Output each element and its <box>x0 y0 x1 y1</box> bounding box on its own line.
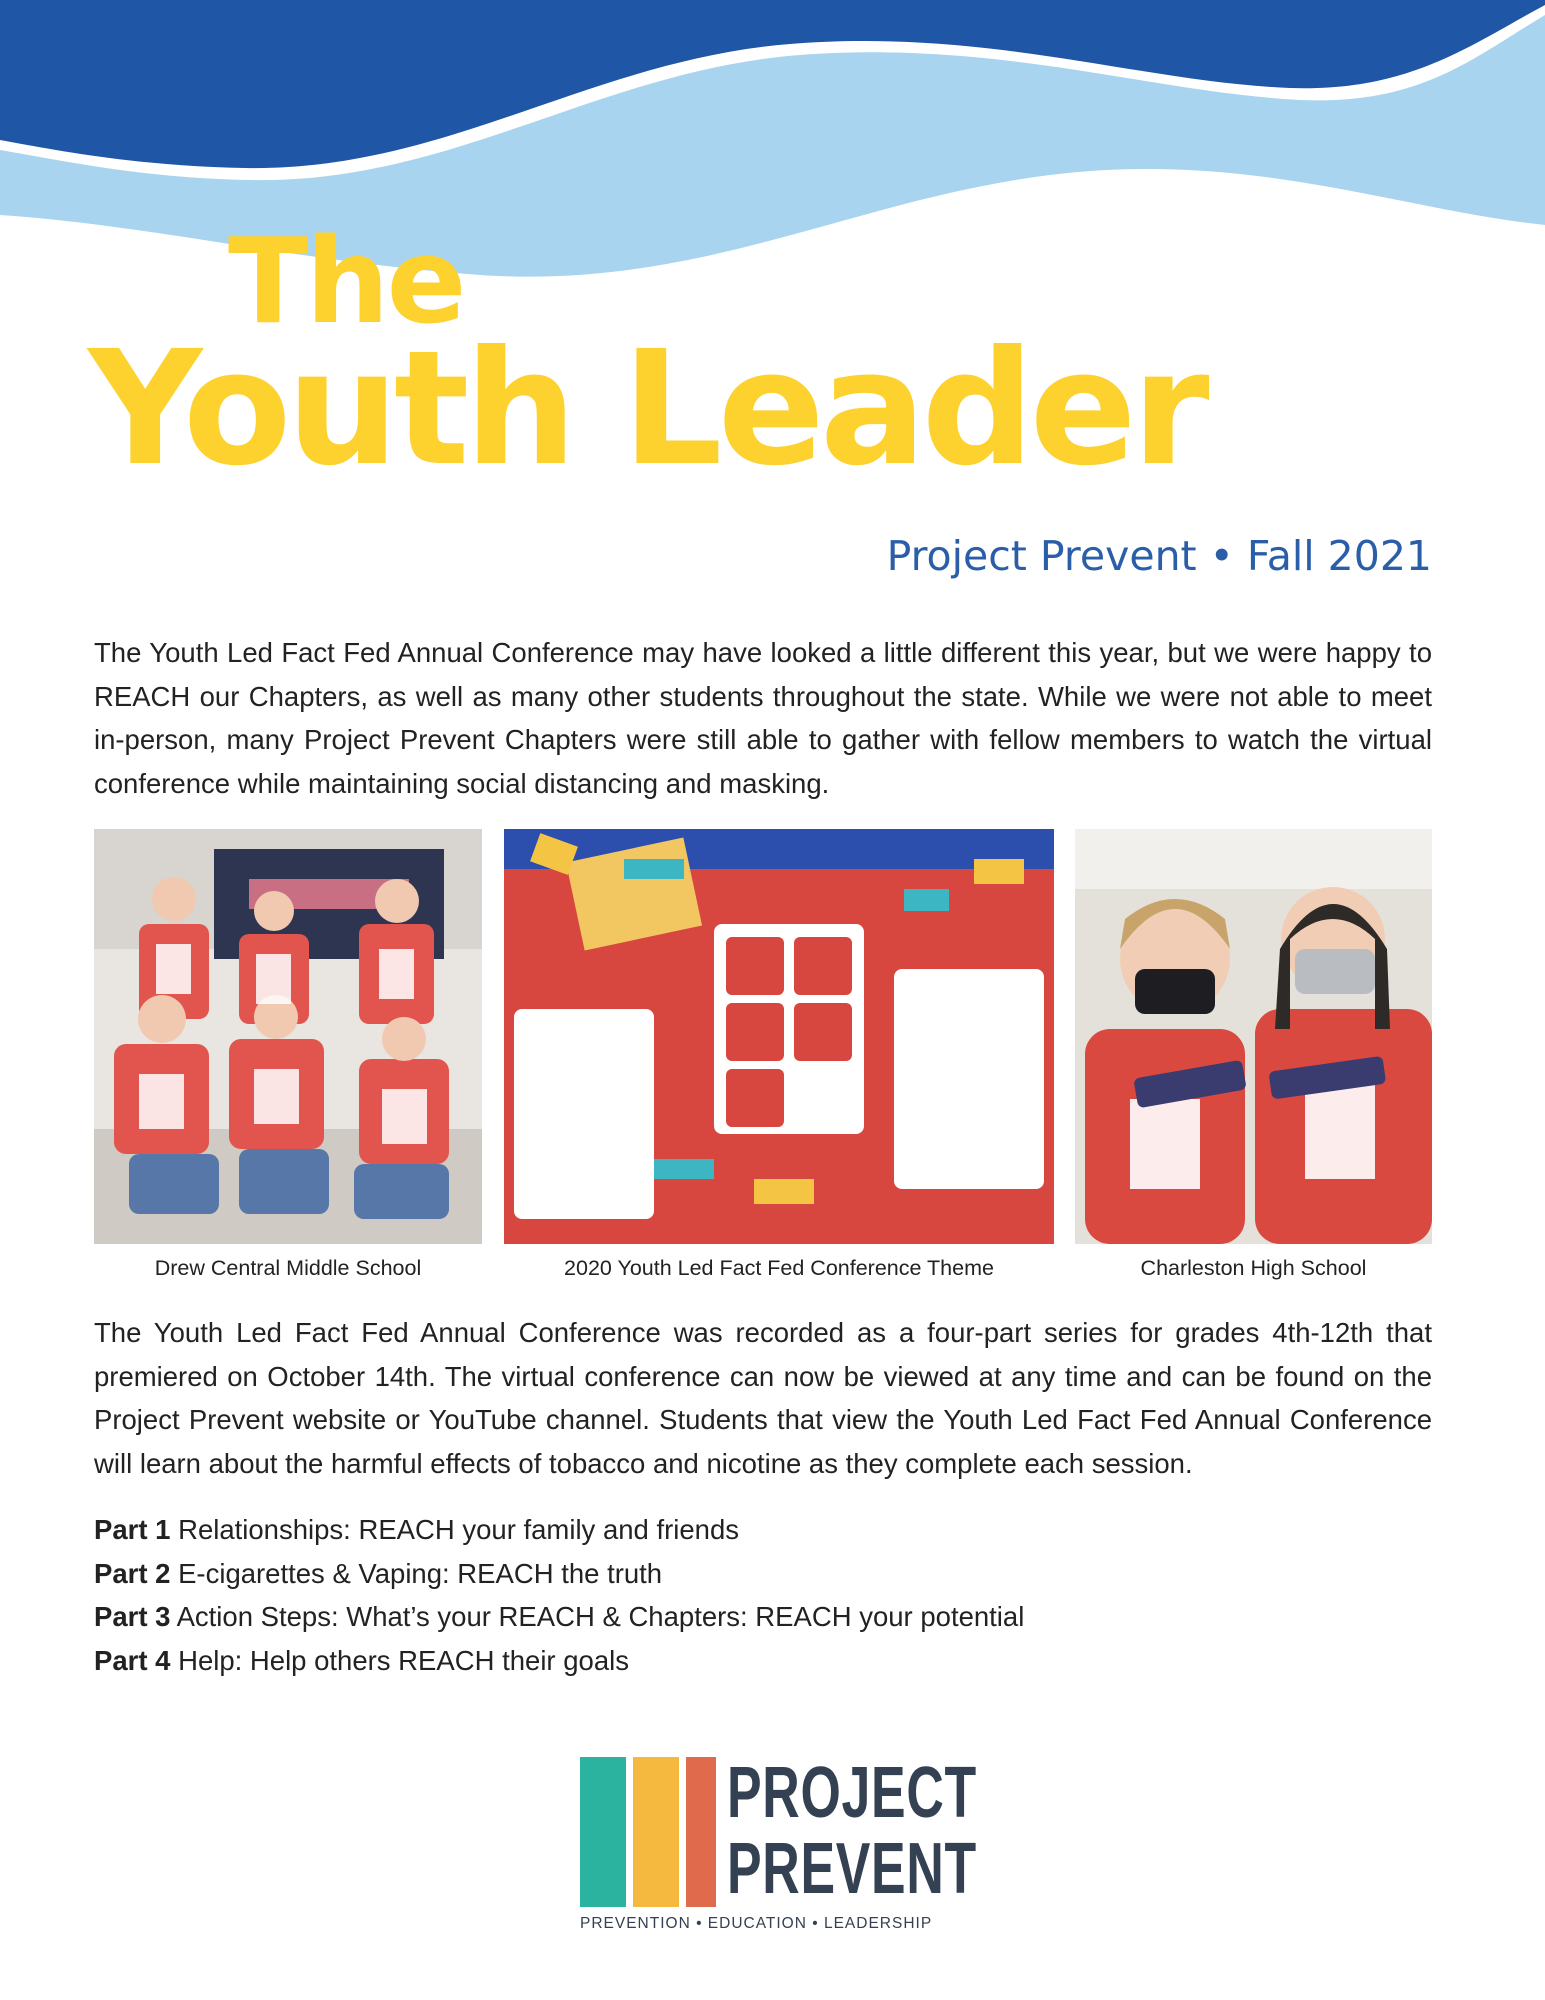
part-text: Help: Help others REACH their goals <box>178 1644 629 1676</box>
logo-bar-yellow <box>633 1757 679 1907</box>
photo-drew-central-group <box>94 829 482 1244</box>
project-prevent-logo <box>580 1753 980 1937</box>
intro-paragraph: The Youth Led Fact Fed Annual Conference may have looked a little different this year, but we were happy to REACH our Chapters, as well as many other students throughout the state. While we were not able to meet in-person, many Project Prevent Chapters were still able to gather with fellow members to watch the virtual conference while maintaining social distancing and masking. <box>94 637 1432 799</box>
list-item <box>94 1508 1024 1552</box>
photo-charleston-students <box>1075 829 1432 1244</box>
part-label: Part 2 <box>94 1557 171 1589</box>
photo-caption: Charleston High School <box>1140 1256 1367 1280</box>
photo-conference-theme-shirts <box>504 829 1054 1244</box>
list-item <box>94 1639 1024 1683</box>
logo-word-prevent: PREVENT <box>727 1829 977 1909</box>
title-line-1: The <box>228 212 464 350</box>
photo-caption: 2020 Youth Led Fact Fed Conference Theme <box>564 1256 994 1280</box>
conference-parts-list <box>94 1508 1024 1682</box>
part-label: Part 1 <box>94 1514 171 1545</box>
part-text: Action Steps: What’s your REACH & Chapters: REACH your potential <box>176 1601 1025 1632</box>
part-label: Part 4 <box>94 1644 171 1676</box>
part-label: Part 3 <box>94 1601 171 1632</box>
list-item <box>94 1552 1024 1596</box>
issue-subtitle: Project Prevent • Fall 2021 <box>886 532 1432 580</box>
logo-bar-teal <box>580 1757 626 1907</box>
list-item <box>94 1595 1024 1639</box>
body-paragraph: The Youth Led Fact Fed Annual Conference was recorded as a four-part series for grades 4th-12th that premiered on October 14th. The virtual conference can now be viewed at any time and can be found on the Project Prevent website or YouTube channel. Students that view the Youth Led Fact Fed Annual Conference will learn about the harmful effects of tobacco and nicotine as they complete each session. <box>94 1317 1432 1479</box>
part-text: E-cigarettes & Vaping: REACH the truth <box>178 1557 663 1589</box>
title-line-2: Youth Leader <box>88 317 1205 501</box>
logo-word-project: PROJECT <box>727 1753 977 1833</box>
part-text: Relationships: REACH your family and friends <box>178 1514 740 1545</box>
photo-caption: Drew Central Middle School <box>154 1256 422 1280</box>
logo-tagline: PREVENTION • EDUCATION • LEADERSHIP <box>580 1915 933 1932</box>
logo-bar-coral <box>686 1757 716 1907</box>
